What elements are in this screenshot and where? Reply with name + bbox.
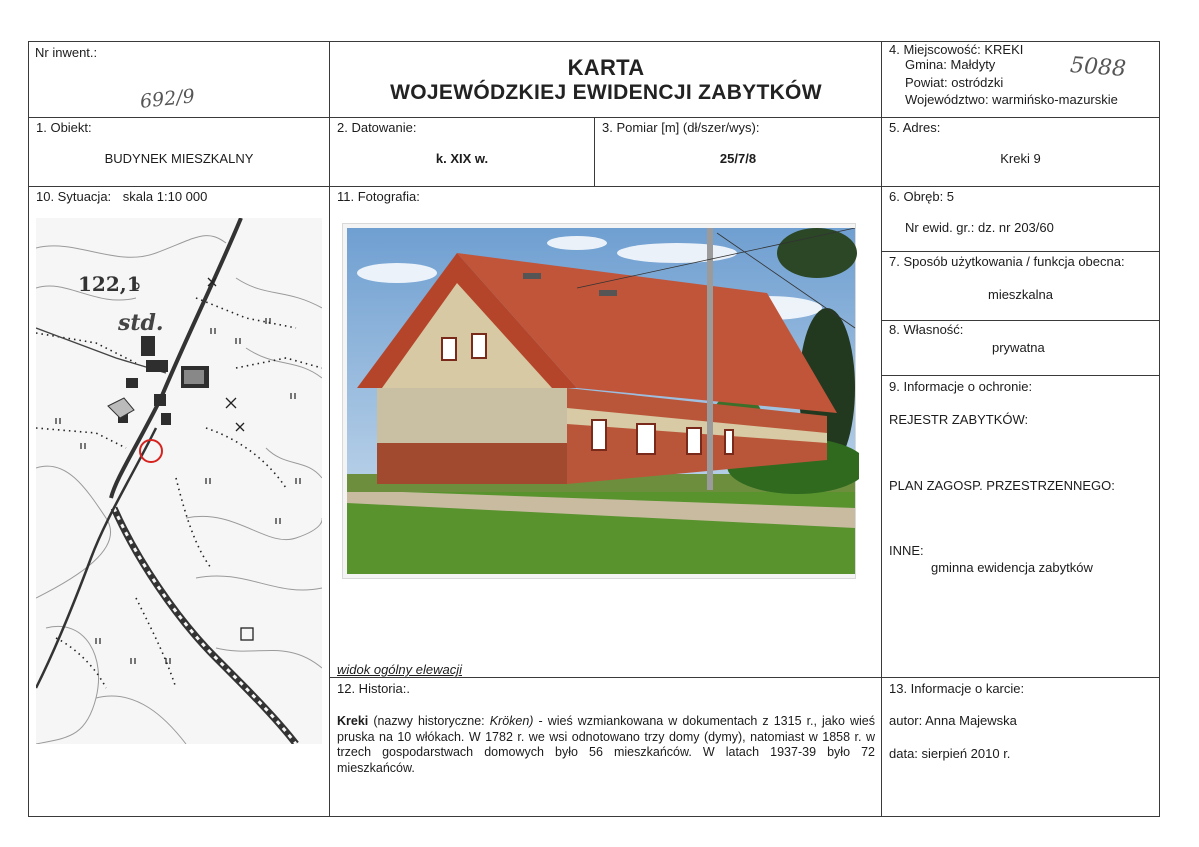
use-value: mieszkalna	[987, 287, 1054, 302]
photo-caption: widok ogólny elewacji	[337, 662, 463, 677]
situation-map	[36, 218, 322, 744]
card-title-line1: KARTA	[567, 55, 645, 80]
history-text	[337, 714, 875, 776]
address-value: Kreki 9	[1000, 151, 1041, 166]
address-label: 5. Adres:	[889, 120, 941, 135]
history-text-a: (nazwy historyczne:	[368, 714, 490, 728]
history-village-name: Kreki	[337, 714, 369, 728]
measure-value: 25/7/8	[719, 151, 757, 166]
protection-register: REJESTR ZABYTKÓW:	[889, 412, 1029, 427]
location-gmina: Gmina: Małdyty	[905, 57, 996, 72]
map-abbrev-label: std.	[118, 310, 164, 336]
corner-number-handwritten: 5088	[1069, 53, 1127, 82]
ownership-value: prywatna	[992, 340, 1045, 355]
object-label: 1. Obiekt:	[36, 120, 92, 135]
location-wojewodztwo: Województwo: warmińsko-mazurskie	[905, 92, 1118, 107]
location-powiat: Powiat: ostródzki	[905, 75, 1004, 90]
dating-value: k. XIX w.	[435, 151, 489, 166]
plot-number: Nr ewid. gr.: dz. nr 203/60	[905, 220, 1054, 235]
use-label: 7. Sposób użytkowania / funkcja obecna:	[889, 254, 1125, 269]
protection-other: INNE:	[889, 543, 924, 558]
location-label: 4. Miejscowość: KREKI	[889, 42, 1024, 57]
measure-label: 3. Pomiar [m] (dł/szer/wys):	[602, 120, 760, 135]
history-text-b: - wieś wzmiankowana w dokumentach z 1315 r., jako wieś pruska na 10 włókach. W 1782 r. we wsi odnotowano trzy domy (dymy), natomiast w 1858 r. w trzech gospodarstwach domowych było 56 mieszkańców. W latach 1937-39 było 72 mieszkańców.	[337, 714, 875, 775]
protection-label: 9. Informacje o ochronie:	[889, 379, 1033, 394]
precinct-label: 6. Obręb: 5	[889, 189, 955, 204]
inventory-label: Nr inwent.:	[35, 45, 98, 60]
situation-scale: skala 1:10 000	[122, 189, 208, 204]
history-label: 12. Historia:.	[337, 681, 410, 696]
inventory-number-handwritten: 692/9	[139, 85, 196, 113]
map-elevation-label: 122,1	[78, 272, 141, 296]
situation-label-text: 10. Sytuacja:	[36, 189, 112, 204]
protection-plan: PLAN ZAGOSP. PRZESTRZENNEGO:	[889, 478, 1115, 493]
history-historic-name: Kröken)	[489, 714, 534, 728]
card-title-line2: WOJEWÓDZKIEJ EWIDENCJI ZABYTKÓW	[390, 81, 822, 104]
card-author: autor: Anna Majewska	[889, 713, 1017, 728]
photo-frame	[342, 223, 856, 579]
protection-other-value: gminna ewidencja zabytków	[931, 560, 1093, 575]
card-date: data: sierpień 2010 r.	[889, 746, 1011, 761]
ownership-label: 8. Własność:	[889, 322, 964, 337]
card-info-label: 13. Informacje o karcie:	[889, 681, 1025, 696]
photo-label: 11. Fotografia:	[337, 189, 420, 204]
dating-label: 2. Datowanie:	[337, 120, 417, 135]
situation-label	[36, 189, 207, 204]
object-value: BUDYNEK MIESZKALNY	[104, 151, 254, 166]
building-photo	[347, 228, 859, 582]
